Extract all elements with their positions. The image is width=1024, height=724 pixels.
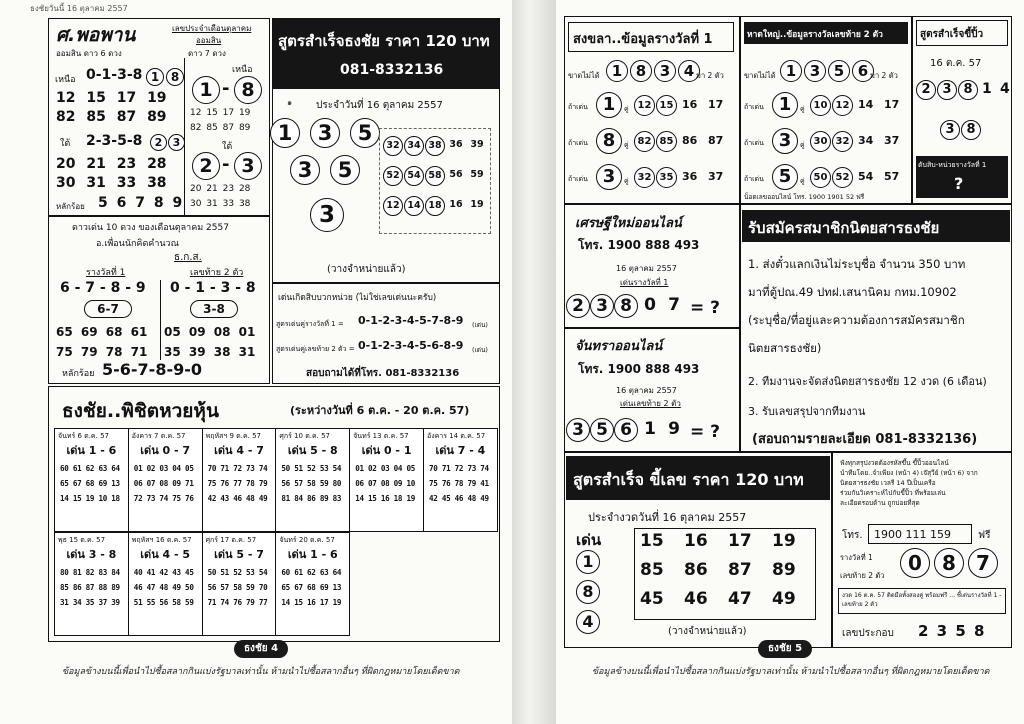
tens-v1: 0-1-2-3-4-5-7-8-9 [358,314,464,327]
chanthra-eq: = ? [690,422,721,442]
stock-cell-row: 14 15 16 18 19 [355,494,415,503]
phopan-r-nuea: เหนือ [232,65,253,75]
khilek-num: 19 [772,531,796,551]
songkhla-row-lbl: ถ้าเด่น [568,139,588,147]
khilek-date: ประจำงวดวันที่ 16 ตุลาคม 2557 [588,511,747,524]
stock-cell [128,532,203,636]
hatyai-row-c: 52 [832,167,853,188]
thongchai-pair-r3-1: 14 [404,196,424,216]
phopan-hundreds-label: หลักร้อย [56,202,85,211]
hatyai-row-c: 30 [810,131,831,152]
khipiu-online-line: นิตยสารธงชัย เวลรี 14 ปีเป็นเครือ [840,479,936,487]
khipiu-online-line: นำทีมโดย..จำเพียง (หน้า 4) เจ๊สุวีย์ (หน้า 6) จาก [840,469,978,477]
stock-cell-row: 06 07 08 09 71 [133,479,194,488]
page-gutter [512,0,556,724]
songkhla-row-c: 82 [634,131,655,152]
hatyai-row-n: 34 [858,134,874,147]
membership-l6: 3. รับเลขสรุปจากทีมงาน [748,405,866,418]
thongchai-num-5b: 5 [330,155,360,185]
membership-title: รับสมัครสมาชิกนิตยสารธงชัย [748,219,940,237]
stars-lbl2: เลขท้าย 2 ตัว [190,268,244,278]
membership-l5: 2. ทีมงานจะจัดส่งนิตยสารธงชัย 12 งวด (6 เดือน) [748,375,987,388]
phopan-r-dai: ใต้ [222,142,233,152]
thongchai-note: (วางจำหน่ายแล้ว) [327,264,406,275]
stock-cell-row: 50 51 52 53 54 [207,568,268,577]
hatyai-foot: น็อตเลขออนไลน์ โทร. 1900 1901 52 ฟรี [744,193,865,201]
stock-cell [54,532,129,636]
setthi-phone: โทร. 1900 888 493 [578,238,700,252]
chanthra-digit-1: 5 [590,418,614,442]
songkhla-row-n: 87 [708,134,724,147]
khipiu-digit-2: 8 [958,80,978,100]
stock-cell-rows [429,461,494,506]
phopan-r-row2: 82 85 87 89 [190,123,251,133]
songkhla-row-k: คู่ [624,141,629,149]
stock-cell-pick: เด่น 0 - 7 [140,444,191,457]
khipiu-online-free: ฟรี [978,530,991,541]
chanthra-digit-3: 1 [644,419,656,439]
chanthra-digit-2: 6 [614,418,638,442]
hatyai-row-big: 1 [772,92,798,118]
hatyai-row-n: 57 [884,170,900,183]
thongchai-pair-r3-0: 12 [383,196,403,216]
stock-grid-2 [54,532,349,636]
left-footer: ข้อมูลข้างบนนี้เพื่อนำไปซื้อสลากกินแบ่งรัฐบาลเท่านั้น ห้ามนำไปซื้อสลากอื่นๆ ที่ผิดกฎหมายโดยเด็ดขาด [62,667,460,677]
stock-cell-row: 42 43 46 48 49 [207,494,268,503]
stock-cell-row: 65 67 68 69 13 [60,479,120,488]
khilek-num: 17 [728,531,752,551]
khilek-num: 16 [684,531,708,551]
stars-seq1: 6 - 7 - 8 - 9 [60,280,146,296]
khipiu-q: ? [954,174,964,193]
stock-cell-pick: เด่น 1 - 6 [66,444,117,457]
khipiu-plain: 4 [1000,81,1010,97]
songkhla-row-c: 12 [634,95,655,116]
khipiu-online-text [840,458,1008,508]
stock-cell-pick: เด่น 5 - 7 [214,548,264,561]
khilek-num: 85 [640,560,664,580]
songkhla-row-k: คู่ [624,105,629,113]
thongchai-pair-r1-0: 32 [383,136,403,156]
stock-cell-date: ศุกร์ 10 ต.ค. 57 [279,432,331,440]
right-footer: ข้อมูลข้างบนนี้เพื่อนำไปซื้อสลากกินแบ่งรัฐบาลเท่านั้น ห้ามนำไปซื้อสลากอื่นๆ ที่ผิดกฎหมายโดยเด็ดขาด [592,667,990,677]
stock-cell [202,428,277,532]
songkhla-row-k: คู่ [624,177,629,185]
membership-contact: (สอบถามรายละเอียด 081-8332136) [752,432,978,447]
phopan-nuea-seq: 0-1-3-8 [86,67,143,83]
khilek-num: 47 [728,589,752,609]
stock-cell-row: 46 47 48 49 50 [133,583,194,592]
songkhla-row-big: 8 [596,128,622,154]
khipiu-date: 16 ต.ค. 57 [930,58,982,69]
chanthra-digit-0: 3 [566,418,590,442]
hatyai-row-c: 12 [832,95,853,116]
hatyai-title: หาดใหญ่..ข้อมูลรางวัลเลขท้าย 2 ตัว [747,30,883,40]
khipiu-online-circle-1: 8 [934,548,964,578]
phopan-sub1: ออมสิน ดาว 6 ดวง [56,49,122,58]
khilek-side-digit-1: 8 [576,580,600,604]
khipiu-online-r1: รางวัลที่ 1 [840,553,873,562]
stock-cell-row: 40 41 42 43 45 [133,568,194,577]
khipiu-online-phone-lbl: โทร. [842,530,863,541]
stock-cell-row: 01 02 03 04 05 [133,464,194,473]
phopan-r-dash2: - [222,154,230,175]
stock-cell-date: จันทร์ 13 ต.ค. 57 [353,432,409,440]
stock-cell [275,532,350,636]
tens-l2: สูตรเด่นคู่เลขท้าย 2 ตัว = [276,345,355,353]
stock-cell [128,428,203,532]
stock-cell-row: 70 71 72 73 74 [429,464,489,473]
songkhla-digit-2: 3 [654,60,676,82]
stock-cell-row: 56 57 58 59 70 [207,583,268,592]
khipiu-digit-0: 2 [916,80,936,100]
thongchai-pair-r3-2: 18 [425,196,445,216]
khilek-side-digit-0: 1 [576,550,600,574]
chanthra-date: 16 ตุลาคม 2557 [616,386,677,395]
phopan-circle-8: 8 [166,68,184,86]
stars-divider [160,280,161,360]
thongchai-pair-r3-4: 19 [470,199,484,210]
khilek-num: 45 [640,589,664,609]
setthi-digit-0: 2 [566,294,590,318]
stock-range: (ระหว่างวันที่ 6 ต.ค. - 20 ต.ค. 57) [290,404,470,417]
khipiu-box-label: ตับสิบ-หน่วยรางวัลที่ 1 [918,161,987,169]
khipiu-online-circle-2: 7 [968,548,998,578]
tens-v2: 0-1-2-3-4-5-6-8-9 [358,339,464,352]
khilek-num: 89 [772,560,796,580]
stock-cell-row: 70 71 72 73 74 [207,464,268,473]
thongchai-title: สูตรสำเร็จธงชัย ราคา 120 บาท [278,32,490,50]
stock-cell-row: 81 84 86 89 83 [281,494,342,503]
phopan-nuea-label: เหนือ [55,75,76,85]
songkhla-row-n: 17 [708,98,724,111]
setthi-digit-3: 0 [644,295,656,315]
chanthra-sub: เด่นเลขท้าย 2 ตัว [620,399,681,408]
setthi-digit-2: 8 [614,294,638,318]
khilek-title: สูตรสำเร็จ ขี้เลข ราคา 120 บาท [573,470,804,489]
right-page-number: ธงชัย 5 [758,640,812,658]
stars-gov: ธ.ก.ส. [174,252,202,263]
phopan-divider [184,58,185,216]
thongchai-pair-r3-3: 16 [449,199,463,210]
membership-l3: (ระบุชื่อ/ที่อยู่และความต้องการสมัครสมาชิก [748,313,965,327]
stock-cell-row: 51 55 56 58 59 [133,598,194,607]
stock-cell-rows [208,461,273,506]
phopan-r-big2: 8 [234,76,262,104]
phopan-row2: 82 85 87 89 [56,109,167,125]
tens-tail1: (เด่น) [472,321,488,329]
songkhla-lbl: ขาดไม่ได้ [568,71,600,80]
chanthra-title: จันทราออนไลน์ [575,339,663,354]
thongchai-small-mark: ๑ [287,98,293,107]
hatyai-row-n: 37 [884,134,900,147]
stock-cell-pick: เด่น 3 - 8 [66,548,117,561]
khilek-num: 87 [728,560,752,580]
songkhla-row-c: 32 [634,167,655,188]
khipiu-title: สูตรสำเร็จขี้ปิ้ว [920,29,984,40]
thongchai-num-3a: 3 [310,118,340,148]
phopan-r-big4: 3 [234,152,262,180]
hatyai-row-n: 17 [884,98,900,111]
stock-cell-row: 60 61 62 63 64 [281,568,342,577]
stock-cell-row: 14 15 16 17 19 [281,598,342,607]
chanthra-digit-4: 9 [668,419,680,439]
stock-cell-date: พฤหัสฯ 16 ต.ค. 57 [131,536,192,544]
phopan-title: ศ.พอพาน [56,24,136,46]
stock-cell-row: 42 45 46 48 49 [429,494,489,503]
stock-cell-rows [281,565,346,610]
stars-row2-r: 35 39 38 31 [164,345,256,359]
songkhla-digit-3: 4 [678,60,700,82]
stock-cell-date: จันทร์ 20 ต.ค. 57 [279,536,335,544]
setthi-sub: เด่นรางวัลที่ 1 [620,278,669,287]
stock-cell [202,532,277,636]
hatyai-row-k: คู่ [800,105,805,113]
phopan-sub3: ออมสิน [196,36,222,45]
phopan-hundreds: 5 6 7 8 9 [98,195,183,211]
stock-cell-rows [281,461,346,506]
setthi-eq: = ? [690,298,721,318]
hatyai-row-c: 32 [832,131,853,152]
setthi-date: 16 ตุลาคม 2557 [616,264,677,273]
stock-cell-row: 60 61 62 63 64 [60,464,120,473]
phopan-sub4: ดาว 7 ดวง [188,49,226,58]
left-header-text: ธงชัยวันนี้ 16 ตุลาคม 2557 [30,4,128,13]
hatyai-row-k: คู่ [800,177,805,185]
membership-l4: นิตยสารธงชัย) [748,341,822,355]
stars-row1: 65 69 68 61 [56,325,148,339]
khilek-lead: เด่น [576,531,602,549]
stock-cell-date: อังคาร 14 ต.ค. 57 [427,432,486,440]
songkhla-row-lbl: ถ้าเด่น [568,103,588,111]
songkhla-tail: มา 2 ตัว [696,71,724,80]
thongchai-pair-r1-2: 38 [425,136,445,156]
tens-contact: สอบถามได้ที่โทร. 081-8332136 [306,368,460,379]
phopan-circle-3: 3 [168,134,185,151]
songkhla-row-c: 15 [656,95,677,116]
phopan-r-big3: 2 [192,152,220,180]
songkhla-row-n: 16 [682,98,698,111]
songkhla-digit-0: 1 [606,60,628,82]
khipiu-online-circle-0: 0 [900,548,930,578]
stars-row1-r: 05 09 08 01 [164,325,256,339]
khipiu-pair-1: 8 [961,120,981,140]
khilek-note: (วางจำหน่ายแล้ว) [668,626,747,637]
phopan-r-row3: 20 21 23 28 [190,184,251,194]
songkhla-row-big: 1 [596,92,622,118]
stock-cell-date: ศุกร์ 17 ต.ค. 57 [205,536,257,544]
stock-cell-row: 85 86 87 88 89 [60,583,120,592]
thongchai-num-5a: 5 [350,118,380,148]
stock-cell-date: อังคาร 7 ต.ค. 57 [131,432,186,440]
stock-cell-date: พุธ 15 ต.ค. 57 [58,536,106,544]
stock-cell-pick: เด่น 0 - 1 [361,444,412,457]
hatyai-digit-0: 1 [780,60,802,82]
phopan-circle-1: 1 [146,68,164,86]
membership-l1: 1. ส่งตั๋วแลกเงินไม่ระบุชื่อ จำนวน 350 บาท [748,257,966,271]
stock-cell-row: 06 07 08 09 10 [355,479,415,488]
tens-l1: สูตรเด่นคู่รางวัลที่ 1 = [276,320,344,328]
stock-cell-row: 56 57 58 59 80 [281,479,342,488]
khipiu-online-prev: 2 3 5 8 [918,622,985,640]
stars-hundreds: 5-6-7-8-9-0 [102,360,202,379]
thongchai-pair-r1-4: 39 [470,139,484,150]
songkhla-row-n: 37 [708,170,724,183]
stock-cell-row: 71 74 76 79 77 [207,598,268,607]
stock-cell-row: 75 76 78 79 41 [429,479,489,488]
stars-title: ดาวเด่น 10 ดวง ของเดือนตุลาคม 2557 [72,223,229,233]
stock-cell [275,428,350,532]
thongchai-pair-r2-1: 54 [404,166,424,186]
songkhla-row-n: 36 [682,170,698,183]
khipiu-online-phone: 1900 111 159 [874,528,951,541]
songkhla-row-n: 86 [682,134,698,147]
hatyai-row-c: 50 [810,167,831,188]
stars-hundreds-label: หลักร้อย [62,369,95,379]
stars-pair1: 6-7 [84,300,132,318]
khilek-side-digit-2: 4 [576,610,600,634]
hatyai-lbl: ขาดไม่ได้ [744,71,776,80]
hatyai-tail: มา 2 ตัว [870,71,898,80]
phopan-row4: 30 31 33 38 [56,175,167,191]
stock-cell-rows [134,461,199,506]
hatyai-row-c: 10 [810,95,831,116]
songkhla-row-c: 85 [656,131,677,152]
khilek-num: 49 [772,589,796,609]
songkhla-digit-1: 8 [630,60,652,82]
thongchai-phone: 081-8332136 [340,62,444,78]
hatyai-row-n: 14 [858,98,874,111]
stars-sub: อ.เพื่อนนักคิดคำนวณ [96,239,179,249]
stock-cell-rows [355,461,420,506]
phopan-row3: 20 21 23 28 [56,156,167,172]
stock-cell [54,428,129,532]
setthi-digit-1: 3 [590,294,614,318]
thongchai-pair-r2-4: 59 [470,169,484,180]
songkhla-row-lbl: ถ้าเด่น [568,175,588,183]
khipiu-online-small: งวด 16 ต.ค. 57 ติดมือทั้งสองคู่ พร้อมฟรี ... ชี้เด่นรางวัลที่ 1 - เลขท้าย 2 ตัว [842,592,1002,608]
phopan-sub2: เลขประจำเดือนตุลาคม [172,24,252,33]
thongchai-num-3c: 3 [310,198,344,232]
khilek-num: 46 [684,589,708,609]
phopan-r-dash1: - [222,78,230,99]
thongchai-num-3b: 3 [290,155,320,185]
thongchai-pair-r2-0: 52 [383,166,403,186]
stock-cell-rows [60,461,125,506]
thongchai-pair-r1-1: 34 [404,136,424,156]
hatyai-row-big: 3 [772,128,798,154]
tens-tail2: (เด่น) [472,346,488,354]
stock-cell-pick: เด่น 4 - 5 [140,548,191,561]
stars-seq2: 0 - 1 - 3 - 8 [170,280,256,296]
phopan-r-big1: 1 [192,76,220,104]
setthi-title: เศรษฐีใหม่ออนไลน์ [575,216,682,231]
stock-cell-rows [208,565,273,610]
stock-cell-date: จันทร์ 6 ต.ค. 57 [58,432,109,440]
hatyai-row-lbl: ถ้าเด่น [744,139,764,147]
hatyai-digit-2: 5 [828,60,850,82]
khipiu-online-line: ร่วมกันวิเคราะห์ไปกับขี้ปิ้ว ที่พร้อมเล่น [840,489,946,497]
thongchai-num-1: 1 [270,118,300,148]
khipiu-online-line: ละเอียดรอบด้าน ถูกบ่อยที่สุด [840,499,920,507]
stock-cell-rows [60,565,125,610]
phopan-row1: 12 15 17 19 [56,90,167,106]
stars-row2: 75 79 78 71 [56,345,148,359]
stock-cell-row: 80 81 82 83 84 [60,568,120,577]
thongchai-pair-r2-3: 56 [449,169,463,180]
khipiu-online-r2: เลขท้าย 2 ตัว [840,571,885,580]
khipiu-online-line: ฟังทุกสรุปงวดต้องรหัสขึ้น ขี้ปิ้วออนไลน์ [840,459,949,467]
thongchai-pair-r1-3: 36 [449,139,463,150]
stock-cell-pick: เด่น 5 - 8 [287,444,338,457]
membership-l2: มาที่ตู้ปณ.49 ปทฝ.เสนานิคม กทม.10902 [748,285,957,299]
phopan-circle-2: 2 [150,134,167,151]
phopan-dai-label: ใต้ [60,139,71,149]
thongchai-date: ประจำวันที่ 16 ตุลาคม 2557 [316,100,443,111]
phopan-dai-seq: 2-3-5-8 [86,133,143,149]
left-page-number: ธงชัย 4 [234,640,288,658]
stock-cell [423,428,498,532]
stock-cell-pick: เด่น 7 - 4 [435,444,486,457]
stock-cell-row: 31 34 35 37 39 [60,598,120,607]
hatyai-row-lbl: ถ้าเด่น [744,103,764,111]
phopan-r-row1: 12 15 17 19 [190,108,251,118]
khipiu-pair-0: 3 [940,120,960,140]
stock-cell-rows [134,565,199,610]
khilek-num: 86 [684,560,708,580]
stock-cell-pick: เด่น 1 - 6 [287,548,338,561]
khilek-num: 15 [640,531,664,551]
khipiu-digit-1: 3 [937,80,957,100]
stock-cell-pick: เด่น 4 - 7 [214,444,264,457]
stock-grid-1 [54,428,497,532]
hatyai-digit-3: 6 [852,60,874,82]
stock-cell-row: 50 51 52 53 54 [281,464,342,473]
stock-cell-row: 14 15 19 10 18 [60,494,120,503]
songkhla-row-big: 3 [596,164,622,190]
hatyai-row-lbl: ถ้าเด่น [744,175,764,183]
stock-cell-row: 75 76 77 78 79 [207,479,268,488]
stock-cell-date: พฤหัสฯ 9 ต.ค. 57 [205,432,261,440]
hatyai-row-big: 5 [772,164,798,190]
songkhla-row-c: 35 [656,167,677,188]
tens-title: เด่นเกิดสิบบวกหน่วย (ไม่ใช่เลขเด่นนะครับ) [278,293,437,303]
phopan-r-row4: 30 31 33 38 [190,199,251,209]
songkhla-title: สงขลา..ข้อมูลรางวัลที่ 1 [573,32,713,47]
stock-cell [349,428,424,532]
stock-cell-row: 65 67 68 69 13 [281,583,342,592]
hatyai-digit-1: 3 [804,60,826,82]
khipiu-online-prev-lbl: เลขประกอบ [842,628,894,639]
hatyai-row-n: 54 [858,170,874,183]
stock-title: ธงชัย..พิชิตหวยหุ้น [62,400,219,422]
chanthra-phone: โทร. 1900 888 493 [578,362,700,376]
thongchai-pair-r2-2: 58 [425,166,445,186]
stars-pair2: 3-8 [190,300,238,318]
setthi-digit-4: 7 [668,295,680,315]
stars-lbl1: รางวัลที่ 1 [86,268,126,278]
khipiu-plain: 1 [982,81,992,97]
hatyai-row-k: คู่ [800,141,805,149]
stock-cell-row: 72 73 74 75 76 [133,494,194,503]
stock-cell-row: 01 02 03 04 05 [355,464,415,473]
